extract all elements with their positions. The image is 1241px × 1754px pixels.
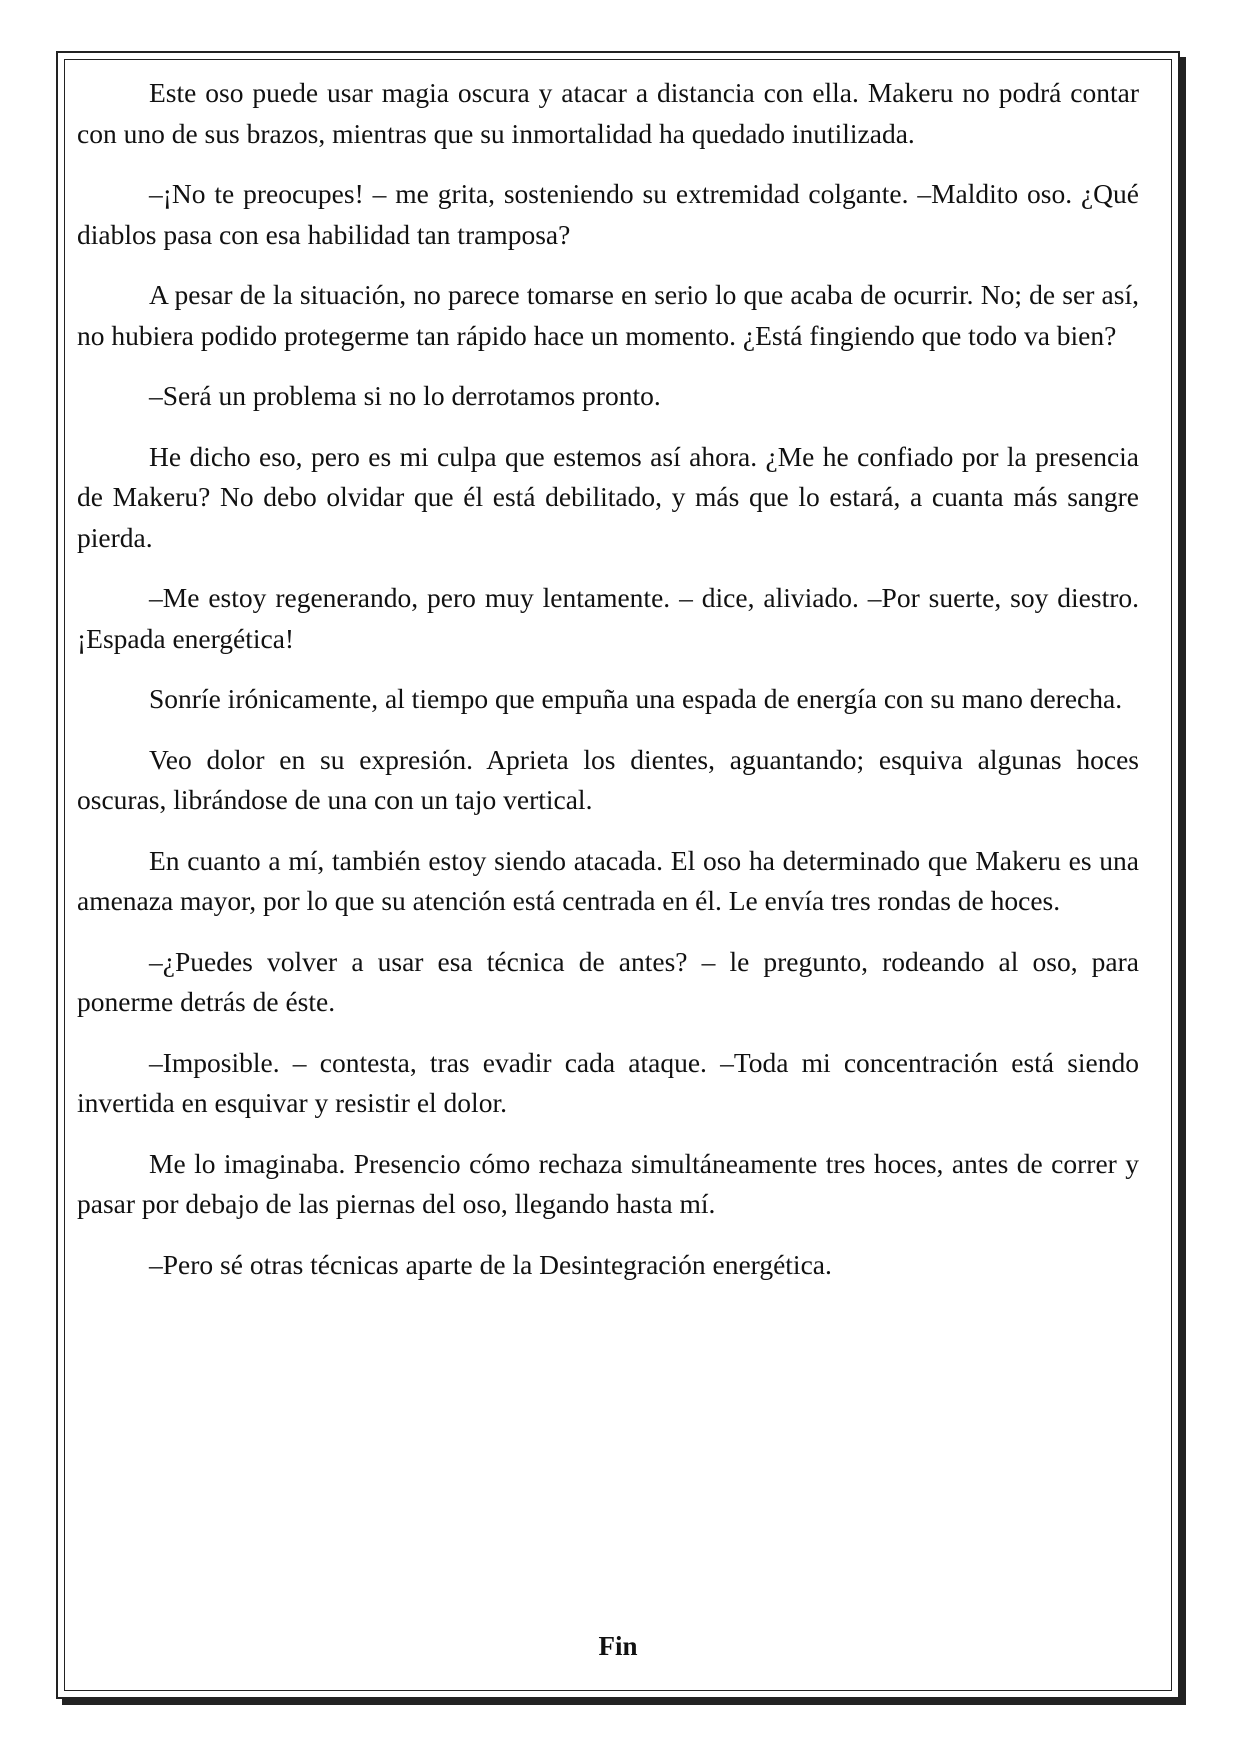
- paragraph-2: –¡No te preocupes! – me grita, sosteniendo su extremidad colgante. –Maldito oso. ¿Qué diablos pasa con esa habilidad tan tramposa?: [77, 178, 1139, 250]
- paragraph-8: Veo dolor en su expresión. Aprieta los dientes, aguantando; esquiva algunas hoces oscuras, librándose de una con un tajo vertical.: [77, 743, 1139, 815]
- paragraph-7: Sonríe irónicamente, al tiempo que empuña una espada de energía con su mano derecha.: [149, 683, 1123, 714]
- paragraph-13: –Pero sé otras técnicas aparte de la Desintegración energética.: [149, 1248, 832, 1280]
- paragraph-10: –¿Puedes volver a usar esa técnica de antes? – le pregunto, rodeando al oso, para ponerme detrás de éste.: [77, 945, 1139, 1017]
- end-mark: Fin: [598, 1631, 638, 1661]
- paragraph-4: –Será un problema si no lo derrotamos pronto.: [149, 380, 661, 411]
- paragraph-5: He dicho eso, pero es mi culpa que estemos así ahora. ¿Me he confiado por la presencia de Makeru? No debo olvidar que él está debilitado, y más que lo estará, a cuanta más sangre pierda.: [77, 440, 1139, 553]
- paragraph-3: A pesar de la situación, no parece tomarse en serio lo que acaba de ocurrir. No; de ser así, no hubiera podido protegerme tan rápido hace un momento. ¿Está fingiendo que todo va bien?: [77, 279, 1139, 351]
- paragraph-1: Este oso puede usar magia oscura y atacar a distancia con ella. Makeru no podrá contar con uno de sus brazos, mientras que su inmortalidad ha quedado inutilizada.: [77, 77, 1139, 149]
- paragraph-9: En cuanto a mí, también estoy siendo atacada. El oso ha determinado que Makeru es una amenaza mayor, por lo que su atención está centrada en él. Le envía tres rondas de hoces.: [77, 844, 1139, 916]
- paragraph-12: Me lo imaginaba. Presencio cómo rechaza simultáneamente tres hoces, antes de correr y pasar por debajo de las piernas del oso, llegando hasta mí.: [77, 1147, 1139, 1219]
- page-frame: [56, 51, 1180, 1699]
- paragraph-6: –Me estoy regenerando, pero muy lentamente. – dice, aliviado. –Por suerte, soy diestro. ¡Espada energética!: [77, 582, 1139, 654]
- paragraph-11: –Imposible. – contesta, tras evadir cada ataque. –Toda mi concentración está siendo invertida en esquivar y resistir el dolor.: [77, 1046, 1139, 1118]
- story-text: [77, 73, 1139, 1305]
